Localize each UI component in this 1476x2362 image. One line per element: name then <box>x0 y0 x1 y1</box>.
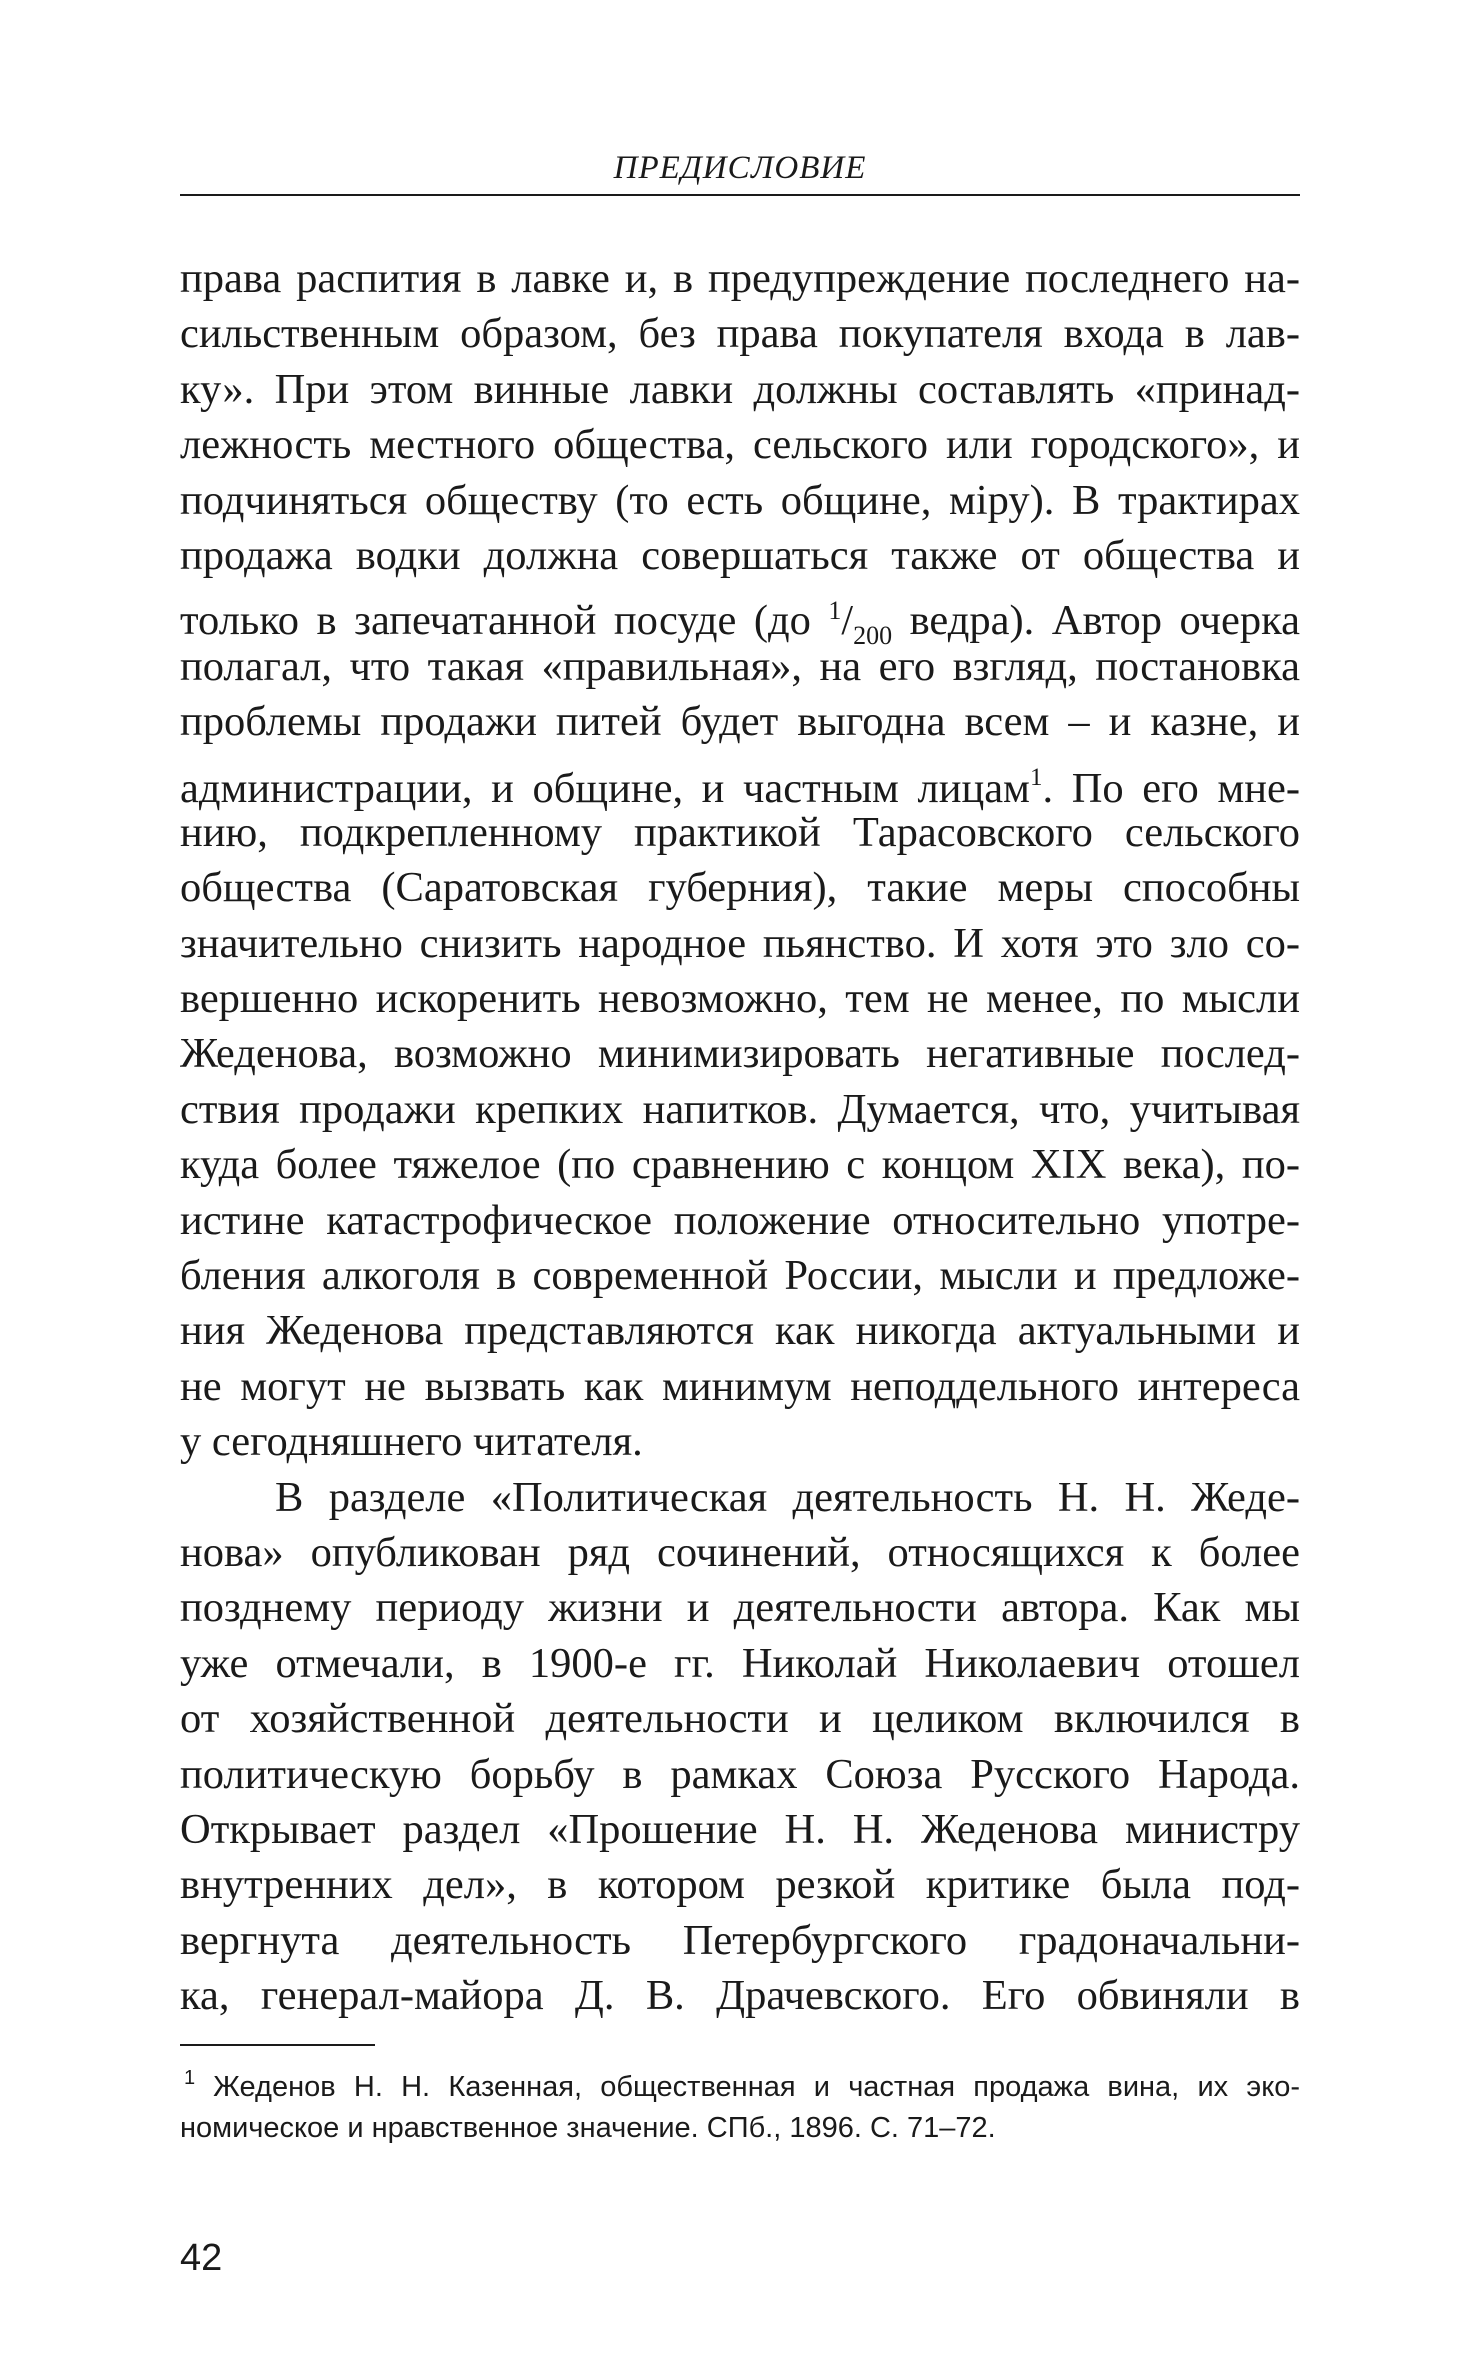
fraction-denominator: 200 <box>853 621 893 651</box>
text-line: полагал, что такая «правильная», на его взгляд, постановка <box>180 642 1300 690</box>
footnote <box>180 2058 1300 2149</box>
text-line: общества (Саратовская губерния), такие меры способны <box>180 864 1300 912</box>
fraction-numerator: 1 <box>828 596 842 626</box>
text-segment: администрации, и общине, и частным лицам <box>180 764 1030 812</box>
text-line: нова» опубликован ряд сочинений, относящихся к более <box>180 1528 1300 1576</box>
running-head: ПРЕДИСЛОВИЕ <box>613 150 867 186</box>
footnote-line: номическое и нравственное значение. СПб., 1896. С. 71–72. <box>180 2112 996 2144</box>
text-line: куда более тяжелое (по сравнению с концом XIX века), по- <box>180 1141 1300 1189</box>
text-line: ка, генерал-майора Д. В. Драчевского. Его обвиняли в <box>180 1972 1300 2020</box>
text-line: проблемы продажи питей будет выгодна всем – и казне, и <box>180 698 1300 746</box>
text-line: ку». При этом винные лавки должны составлять «принад- <box>180 365 1300 413</box>
footnote-rule <box>180 2044 375 2046</box>
body-text <box>180 251 1300 2024</box>
text-line-with-footnote-ref <box>180 750 1300 812</box>
text-line: В разделе «Политическая деятельность Н. Н. Жеде- <box>275 1473 1300 1521</box>
header-rule <box>180 194 1300 196</box>
text-line: продажа водки должна совершаться также от общества и <box>180 531 1300 579</box>
text-line: лежность местного общества, сельского или городского», и <box>180 421 1300 469</box>
text-line: вергнута деятельность Петербургского градоначальни- <box>180 1916 1300 1964</box>
text-line: внутренних дел», в котором резкой критике была под- <box>180 1861 1300 1909</box>
text-line: истине катастрофическое положение относительно употре- <box>180 1196 1300 1244</box>
footnote-marker: 1 <box>184 2067 196 2089</box>
text-line: права распития в лавке и, в предупреждение последнего на- <box>180 255 1300 302</box>
text-line: бления алкоголя в современной России, мысли и предложе- <box>180 1252 1300 1300</box>
text-line: у сегодняшнего читателя. <box>180 1418 643 1466</box>
text-line: нию, подкрепленному практикой Тарасовского сельского <box>180 808 1300 856</box>
text-segment: ведра). Автор очерка <box>892 597 1300 645</box>
text-line: политическую борьбу в рамках Союза Русского Народа. <box>180 1750 1300 1798</box>
text-line-with-fraction <box>180 583 1300 651</box>
text-line: сильственным образом, без права покупателя входа в лав- <box>180 310 1300 358</box>
text-segment: только в запечатанной посуде (до <box>180 597 829 645</box>
page-number: 42 <box>180 2237 223 2279</box>
text-line: Жеденова, возможно минимизировать негативные послед- <box>180 1030 1300 1078</box>
fraction-slash: / <box>841 598 854 645</box>
text-line: от хозяйственной деятельности и целиком включился в <box>180 1695 1300 1743</box>
text-line: вершенно искоренить невозможно, тем не менее, по мысли <box>180 975 1300 1023</box>
text-line: ния Жеденова представляются как никогда актуальными и <box>180 1307 1300 1355</box>
footnote-line <box>180 2058 1300 2108</box>
text-segment: . По его мне- <box>1042 764 1300 812</box>
text-line: позднему периоду жизни и деятельности автора. Как мы <box>180 1584 1300 1632</box>
text-line: ствия продажи крепких напитков. Думается, что, учитывая <box>180 1085 1300 1133</box>
footnote-reference[interactable]: 1 <box>1029 763 1043 791</box>
text-line: уже отмечали, в 1900-е гг. Николай Николаевич отошел <box>180 1639 1300 1687</box>
text-line: значительно снизить народное пьянство. И хотя это зло со- <box>180 919 1300 967</box>
text-line: Открывает раздел «Прошение Н. Н. Жеденова министру <box>180 1805 1300 1853</box>
text-line: не могут не вызвать как минимум неподдельного интереса <box>180 1362 1300 1410</box>
text-line: подчиняться обществу (то есть общине, міру). В трактирах <box>180 476 1300 524</box>
footnote-text: Жеденов Н. Н. Казенная, общественная и частная продажа вина, их эко- <box>213 2071 1300 2103</box>
